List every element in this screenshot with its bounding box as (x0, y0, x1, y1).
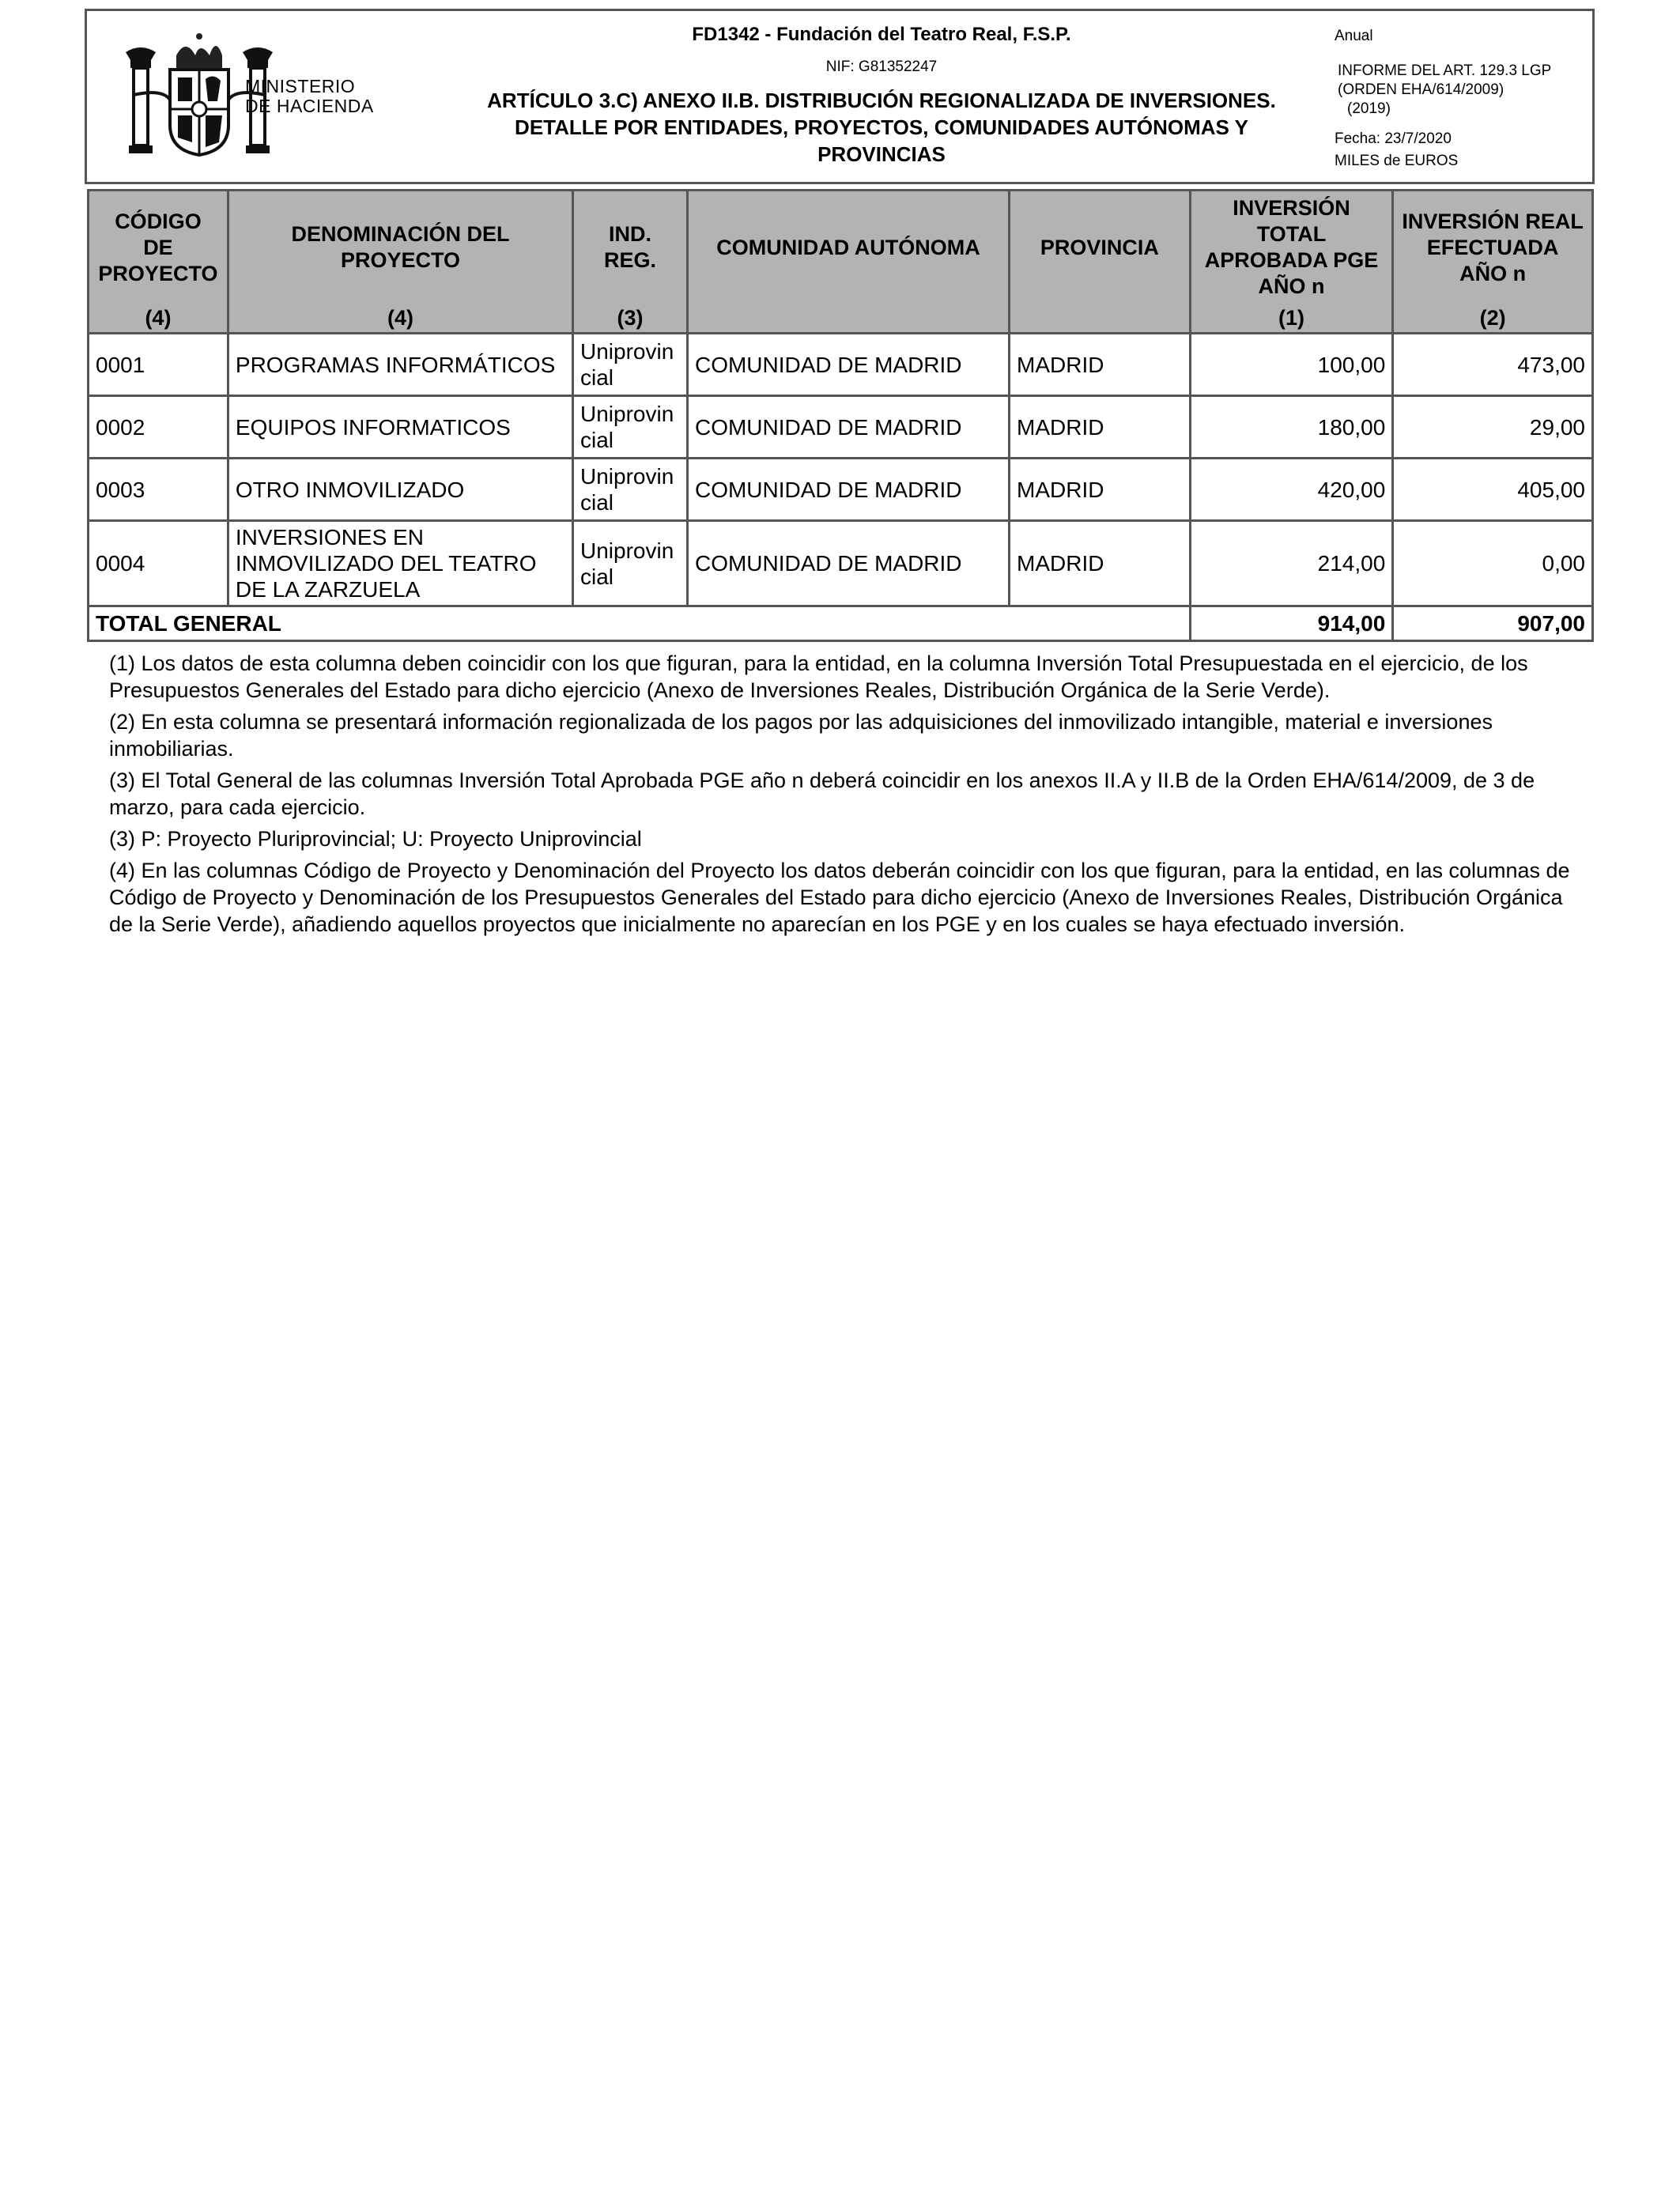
col-header-line: INVERSIÓN (1233, 196, 1350, 220)
total-label: TOTAL GENERAL (89, 606, 1191, 641)
cell-actual: 473,00 (1393, 334, 1593, 396)
cell-province: MADRID (1010, 334, 1191, 396)
cell-approved: 180,00 (1190, 396, 1393, 459)
ind-line: Uniprovin (580, 402, 674, 426)
cell-name: EQUIPOS INFORMATICOS (228, 396, 572, 459)
ind-line: cial (580, 564, 614, 589)
name-line: INVERSIONES EN (235, 525, 424, 549)
ind-line: Uniprovin (580, 538, 674, 563)
footnote: (3) P: Proyecto Pluriprovincial; U: Proyecto Uniprovincial (109, 827, 642, 851)
report-title-line: ARTÍCULO 3.C) ANEXO II.B. DISTRIBUCIÓN REGIONALIZADA DE INVERSIONES. (487, 89, 1276, 112)
report-info (1335, 27, 1551, 171)
col-header-line: REG. (603, 248, 656, 272)
total-actual: 907,00 (1393, 606, 1593, 641)
cell-actual: 29,00 (1393, 396, 1593, 459)
nif-label: NIF: G81352247 (825, 59, 938, 75)
col-note (1010, 304, 1189, 332)
total-row (89, 606, 1593, 641)
col-header-name (228, 191, 572, 334)
footnotes (109, 650, 1580, 942)
table-row (89, 396, 1593, 459)
ministry-line: MINISTERIO (245, 76, 356, 96)
units-label: MILES de EUROS (1335, 153, 1459, 169)
report-title-line: PROVINCIAS (817, 142, 946, 166)
col-header-line: COMUNIDAD AUTÓNOMA (716, 235, 980, 259)
col-header-line: DENOMINACIÓN DEL (291, 222, 510, 246)
col-header-line: DE (143, 235, 173, 259)
col-header-code (89, 191, 228, 334)
cell-province: MADRID (1010, 396, 1191, 459)
cell-ind-reg (573, 396, 688, 459)
report-reference: INFORME DEL ART. 129.3 LGP (1338, 62, 1552, 79)
col-header-line: PROYECTO (98, 261, 218, 285)
col-header-line: APROBADA PGE (1204, 248, 1379, 272)
col-header-line: EFECTUADA (1426, 235, 1559, 259)
col-header-line: AÑO n (1459, 261, 1527, 285)
col-header-line: AÑO n (1258, 274, 1325, 298)
report-year: (2019) (1347, 100, 1391, 117)
col-header-line: IND. (608, 222, 651, 246)
cell-code: 0004 (89, 521, 228, 606)
col-header-community (687, 191, 1009, 334)
periodicity: Anual (1335, 28, 1373, 44)
col-note: (4) (145, 305, 172, 330)
cell-approved: 420,00 (1190, 459, 1393, 521)
table-header-row (89, 191, 1593, 334)
footnote: (4) En las columnas Código de Proyecto y Denominación del Proyecto los datos deberán coincidir con los que figuran, para la entidad, en las columnas de Código de Proyecto y Denominación de los Presupuestos Generales del Estado para dicho ejercicio (Anexo de Inversiones Reales, Distribución Orgánica de la Serie Verde), añadiendo aquellos proyectos que inicialmente no aparecían en los PGE y en los cuales se haya efectuado inversión. (109, 859, 1570, 936)
col-header-line: PROYECTO (340, 248, 460, 272)
col-note: (1) (1278, 305, 1304, 330)
col-header-ind-reg (573, 191, 688, 334)
table-row (89, 521, 1593, 606)
entity-title: FD1342 - Fundación del Teatro Real, F.S.P. (692, 24, 1071, 45)
cell-actual: 0,00 (1393, 521, 1593, 606)
name-line: INMOVILIZADO DEL TEATRO (235, 551, 537, 576)
col-header-line: CÓDIGO (115, 209, 202, 233)
ind-line: Uniprovin (580, 339, 674, 364)
cell-community: COMUNIDAD DE MADRID (687, 334, 1009, 396)
cell-code: 0002 (89, 396, 228, 459)
report-title (459, 87, 1304, 168)
cell-name (228, 521, 572, 606)
order-reference: (ORDEN EHA/614/2009) (1338, 81, 1504, 98)
report-title-line: DETALLE POR ENTIDADES, PROYECTOS, COMUNIDADES AUTÓNOMAS Y (515, 115, 1248, 139)
col-header-province (1010, 191, 1191, 334)
cell-community: COMUNIDAD DE MADRID (687, 521, 1009, 606)
ind-line: cial (580, 428, 614, 452)
cell-actual: 405,00 (1393, 459, 1593, 521)
cell-ind-reg (573, 459, 688, 521)
cell-community: COMUNIDAD DE MADRID (687, 459, 1009, 521)
cell-approved: 214,00 (1190, 521, 1393, 606)
footnote: (1) Los datos de esta columna deben coincidir con los que figuran, para la entidad, en la columna Inversión Total Presupuestada en el ejercicio, de los Presupuestos Generales del Estado para dicho ejercicio (Anexo de Inversiones Reales, Distribución Orgánica de la Serie Verde). (109, 651, 1528, 702)
col-note: (3) (617, 305, 644, 330)
cell-name: PROGRAMAS INFORMÁTICOS (228, 334, 572, 396)
ind-line: cial (580, 365, 614, 390)
col-note: (4) (387, 305, 413, 330)
total-approved: 914,00 (1190, 606, 1393, 641)
report-date: Fecha: 23/7/2020 (1335, 130, 1452, 147)
cell-province: MADRID (1010, 459, 1191, 521)
ind-line: cial (580, 490, 614, 515)
col-note (689, 304, 1008, 332)
col-header-line: TOTAL (1256, 222, 1327, 246)
ministry-line: DE HACIENDA (245, 96, 374, 116)
cell-code: 0001 (89, 334, 228, 396)
cell-name: OTRO INMOVILIZADO (228, 459, 572, 521)
name-line: DE LA ZARZUELA (235, 577, 421, 602)
cell-province: MADRID (1010, 521, 1191, 606)
investments-table (87, 189, 1594, 642)
footnote: (2) En esta columna se presentará información regionalizada de los pagos por las adquisiciones del inmovilizado intangible, material e inversiones inmobiliarias. (109, 710, 1493, 761)
table-row (89, 334, 1593, 396)
cell-approved: 100,00 (1190, 334, 1393, 396)
ind-line: Uniprovin (580, 464, 674, 489)
col-header-approved (1190, 191, 1393, 334)
cell-ind-reg (573, 334, 688, 396)
footnote: (3) El Total General de las columnas Inversión Total Aprobada PGE año n deberá coincidir en los anexos II.A y II.B de la Orden EHA/614/2009, de 3 de marzo, para cada ejercicio. (109, 768, 1535, 819)
cell-community: COMUNIDAD DE MADRID (687, 396, 1009, 459)
col-header-actual (1393, 191, 1593, 334)
col-header-line: PROVINCIA (1040, 235, 1159, 259)
col-header-line: INVERSIÓN REAL (1402, 209, 1584, 233)
ministry-name (245, 77, 374, 116)
cell-code: 0003 (89, 459, 228, 521)
col-note: (2) (1479, 305, 1506, 330)
cell-ind-reg (573, 521, 688, 606)
table-row (89, 459, 1593, 521)
